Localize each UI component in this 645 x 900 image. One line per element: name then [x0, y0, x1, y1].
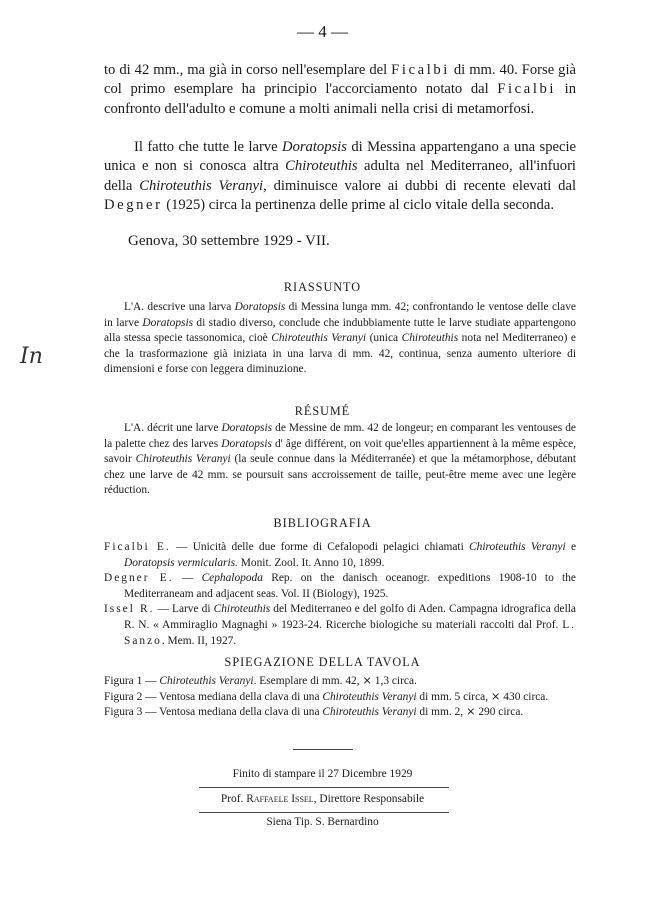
author-name: Ficalbi [497, 81, 557, 98]
riassunto-text: L'A. descrive una larva Doratopsis di Messina lunga mm. 42; confrontando le ventose delle clave in larve Doratopsis di stadio diverso, conclude che indubbiamente tutte le larve studiate appartengono alla stessa specie tassonomica, cioè Chiroteuthis Veranyi (unica Chiroteuthis nota nel Mediterraneo) e che la trasformazione già iniziata in una larva di mm. 42, continua, senza aumento ulteriore di dimensioni e forse con leggera diminuzione. [104, 301, 576, 376]
divider [199, 812, 449, 813]
bibliography-entry: Ficalbi E. — Unicità delle due forme di Cefalopodi pelagici chiamati Chiroteuthis Veranyi e Doratopsis vermicularis. Monit. Zool. It. Anno 10, 1899. [104, 541, 576, 569]
figure-captions [104, 674, 576, 721]
figure-caption: Figura 1 — Chiroteuthis Veranyi. Esemplare di mm. 42, ⨯ 1,3 circa. [104, 675, 417, 687]
handwritten-margin-note: In [20, 344, 43, 369]
divider [199, 787, 449, 788]
resume-text: L'A. décrit une larve Doratopsis de Messine de mm. 42 de longeur; en comparant les ventouses de la palette chez des larves Doratopsis d' âge différent, on voit que'elles appartiennent à la même espèce, savoir Chiroteuthis Veranyi (la seule connue dans la Méditerranée) et que la métamorphose, débutant chez une larve de 42 mm. se poursuit sans accroissement de taille, peut-être meme avec une legère réduction. [104, 422, 576, 497]
figure-caption: Figura 2 — Ventosa mediana della clava di una Chiroteuthis Veranyi di mm. 5 circa, ⨯ 430 circa. [104, 690, 549, 703]
bibliography-entry: Issel R. — Larve di Chiroteuthis del Mediterraneo e del golfo di Aden. Campagna idrografica della R. N. « Ammiraglio Magnaghi » 1923-24. Ricerche biologiche su materiali raccolti dal Prof. L. Sanzo. Mem. II, 1927. [104, 603, 576, 647]
bibliografia-list [104, 540, 576, 649]
body-paragraph-2: Il fatto che tutte le larve Doratopsis di Messina appartengano a una specie unica e non si conosca altra Chiroteuthis adulta nel Mediterraneo, all'infuori della Chiroteuthis Veranyi, diminuisce valore ai dubbi di recente elevati dal Degner (1925) circa la pertinenza delle prime al ciclo vitale della seconda. [104, 139, 577, 213]
divider [293, 749, 353, 750]
printing-date: Finito di stampare il 27 Dicembre 1929 [232, 768, 413, 780]
dateline: Genova, 30 settembre 1929 - VII. [128, 233, 330, 249]
figure-caption: Figura 3 — Ventosa mediana della clava di una Chiroteuthis Veranyi di mm. 2, ⨯ 290 circa. [104, 706, 524, 719]
body-paragraph-1: to di 42 mm., ma già in corso nell'esemplare del Ficalbi di mm. 40. Forse già col primo esemplare ha principio l'accorciamento notato dal Ficalbi in confronto dell'adulto e comune a molti animali nella crisi di metamorfosi. [104, 62, 576, 117]
tavola-heading: SPIEGAZIONE DELLA TAVOLA [224, 655, 421, 669]
printer-line: Siena Tip. S. Bernardino [266, 816, 379, 828]
page-number: — 4 — [297, 22, 348, 41]
author-name: Ficalbi [391, 62, 450, 78]
bibliografia-heading: BIBLIOGRAFIA [273, 516, 372, 530]
author-name: Degner [104, 196, 163, 213]
director-line: Prof. Raffaele Issel, Direttore Responsabile [220, 793, 425, 805]
riassunto-heading: RIASSUNTO [283, 280, 362, 294]
resume-heading: RÉSUMÉ [294, 404, 351, 418]
bibliography-entry: Degner E. — Cephalopoda Rep. on the danisch oceanogr. expeditions 1908-10 to the Mediterraneam and adjacent seas. Vol. II (Biology), 1925. [104, 572, 576, 600]
